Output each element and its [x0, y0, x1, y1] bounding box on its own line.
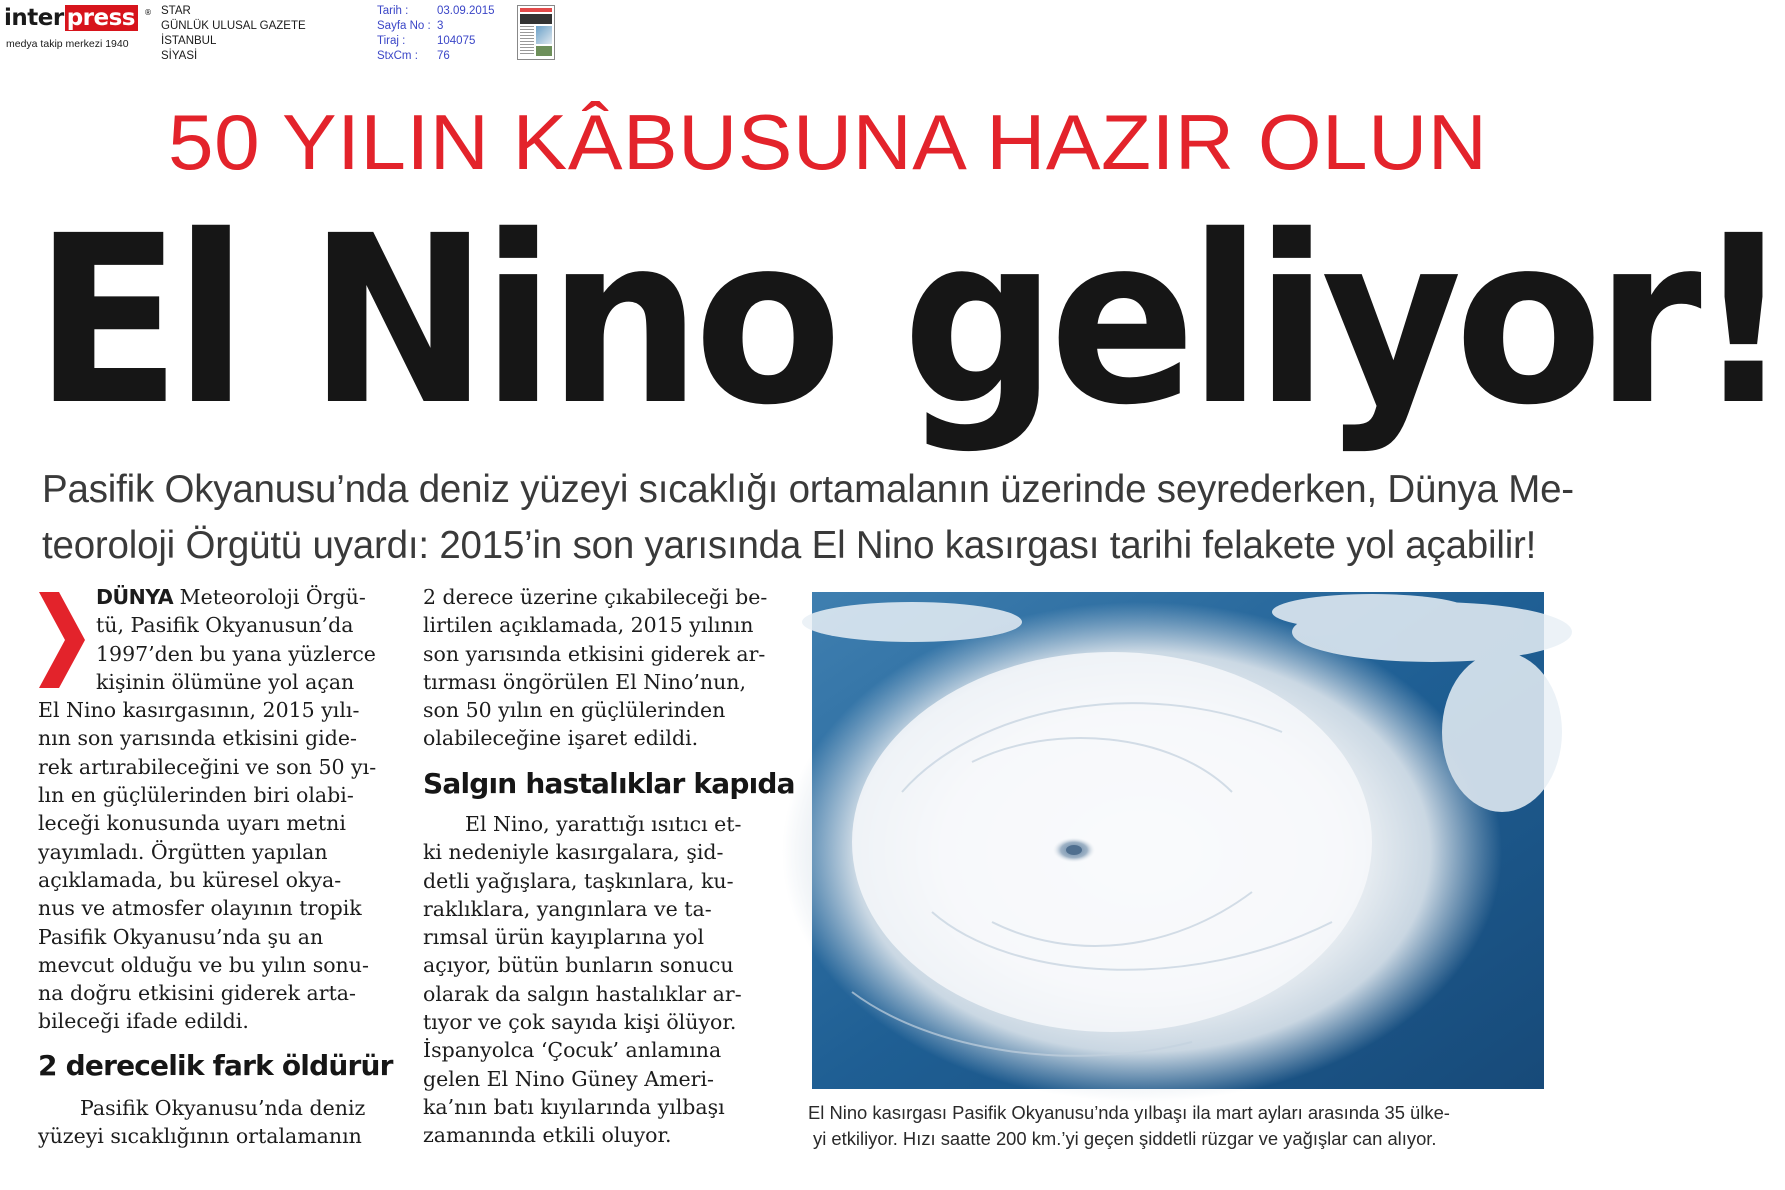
- body-line: El Nino kasırgasının, 2015 yılı-: [38, 698, 360, 723]
- hurricane-satellite-photo: [812, 592, 1544, 1089]
- body-text: Meteoroloji Örgü-: [173, 585, 366, 609]
- thumb-block: [536, 26, 552, 44]
- logo-wordmark: [4, 4, 138, 32]
- body-line: nus ve atmosfer olayının tropik: [38, 896, 362, 921]
- body-line: tıyor ve çok sayıda kişi ölüyor.: [423, 1010, 737, 1035]
- subheading-2-derece: 2 derecelik fark öldürür: [38, 1049, 393, 1082]
- body-line: zamanında etkili oluyor.: [423, 1123, 672, 1148]
- meta-row-page: [377, 19, 495, 34]
- meta-row-circulation: [377, 34, 495, 49]
- body-line: rek artırabileceğini ve son 50 yı-: [38, 754, 377, 779]
- meta-value: 104075: [437, 35, 476, 47]
- body-line: bileceği ifade edildi.: [38, 1009, 249, 1034]
- body-line: nın son yarısında etkisini gide-: [38, 726, 357, 751]
- caption-line: El Nino kasırgası Pasifik Okyanusu’nda yılbaşı ila mart ayları arasında 35 ülke-: [808, 1102, 1450, 1123]
- source-type: GÜNLÜK ULUSAL GAZETE: [161, 20, 306, 32]
- thumb-block: [520, 14, 552, 24]
- body-column-2: [423, 583, 768, 753]
- photo-caption: [808, 1100, 1548, 1152]
- body-line: na doğru etkisini giderek arta-: [38, 981, 356, 1006]
- body-line: mevcut olduğu ve bu yılın sonu-: [38, 952, 369, 977]
- kicker: 50 YILIN KÂBUSUNA HAZIR OLUN: [168, 98, 1488, 186]
- body-line: açıklamada, bu küresel okya-: [38, 867, 342, 892]
- body-line: leceği konusunda uyarı metni: [38, 811, 346, 836]
- hurricane-image-icon: [812, 592, 1544, 1089]
- meta-key: StxCm :: [377, 50, 418, 62]
- body-line: gelen El Nino Güney Ameri-: [423, 1066, 714, 1091]
- meta-key: Tiraj :: [377, 35, 406, 47]
- body-line: tü, Pasifik Okyanusun’da: [96, 613, 354, 638]
- registered-mark: ®: [144, 8, 152, 17]
- body-line: 1997’den bu yana yüzlerce: [96, 641, 376, 666]
- source-name: STAR: [161, 5, 191, 17]
- meta-value: 3: [437, 20, 444, 32]
- body-line: lirtilen açıklamada, 2015 yılının: [423, 613, 754, 638]
- subheading-salgin: Salgın hastalıklar kapıda: [423, 767, 795, 800]
- body-line: İspanyolca ‘Çocuk’ anlamına: [423, 1038, 722, 1063]
- body-line: Pasifik Okyanusu’nda deniz: [80, 1096, 366, 1120]
- meta-value: 03.09.2015: [437, 5, 495, 17]
- body-line: raklıklara, yangınlara ve ta-: [423, 896, 712, 921]
- source-city: İSTANBUL: [161, 35, 217, 47]
- clipping-meta: [377, 4, 495, 64]
- logo-press: press: [65, 5, 138, 31]
- body-line: Pasifik Okyanusu’nda şu an: [38, 924, 324, 949]
- body-line: olarak da salgın hastalıklar ar-: [423, 981, 742, 1006]
- body-line: ka’nın batı kıyılarında yılbaşı: [423, 1094, 725, 1119]
- dateline: DÜNYA: [96, 585, 174, 609]
- body-line: rımsal ürün kayıplarına yol: [423, 925, 704, 950]
- page-thumbnail[interactable]: [517, 5, 555, 60]
- deck: [42, 462, 1574, 574]
- logo-tagline: medya takip merkezi 1940: [6, 38, 129, 50]
- body-line: kişinin ölümüne yol açan: [96, 669, 355, 694]
- body-line: açıyor, bütün bunların sonucu: [423, 953, 734, 978]
- body-column-1: [38, 583, 378, 1036]
- thumb-block: [536, 46, 552, 56]
- body-line: ki nedeniyle kasırgalara, şid-: [423, 840, 724, 865]
- logo-inter: inter: [4, 5, 64, 31]
- meta-row-date: [377, 4, 495, 19]
- thumb-block: [520, 26, 534, 56]
- body-line: detli yağışlara, taşkınlara, ku-: [423, 868, 734, 893]
- body-column-1-tail: [38, 1094, 378, 1151]
- source-info: [161, 4, 306, 64]
- meta-key: Tarih :: [377, 5, 409, 17]
- caption-line: yi etkiliyor. Hızı saatte 200 km.’yi geçen şiddetli rüzgar ve yağışlar can alıyor.: [813, 1128, 1437, 1149]
- body-line: 2 derece üzerine çıkabileceği be-: [423, 585, 768, 609]
- body-line: tırması öngörülen El Nino’nun,: [423, 669, 746, 694]
- headline: El Nino geliyor!: [34, 186, 1785, 456]
- body-line: son yarısında etkisini giderek ar-: [423, 641, 766, 666]
- body-line: yüzeyi sıcaklığının ortalamanın: [38, 1124, 362, 1149]
- body-line: olabileceğine işaret edildi.: [423, 726, 699, 751]
- interpress-logo: [4, 4, 154, 54]
- body-line: yayımladı. Örgütten yapılan: [38, 839, 328, 864]
- source-category: SİYASİ: [161, 50, 198, 62]
- thumb-block: [520, 8, 552, 12]
- body-line: lın en güçlülerinden biri olabi-: [38, 783, 354, 808]
- deck-line: Pasifik Okyanusu’nda deniz yüzeyi sıcaklığı ortamalanın üzerinde seyrederken, Dünya Me-: [42, 468, 1574, 511]
- meta-row-stxcm: [377, 49, 495, 64]
- body-line: [38, 583, 378, 611]
- meta-key: Sayfa No :: [377, 20, 431, 32]
- meta-value: 76: [437, 50, 450, 62]
- body-line: son 50 yılın en güçlülerinden: [423, 698, 726, 723]
- deck-line: teoroloji Örgütü uyardı: 2015’in son yarısında El Nino kasırgası tarihi felakete yol açabilir!: [42, 524, 1537, 567]
- body-line: El Nino, yarattığı ısıtıcı et-: [465, 812, 742, 836]
- body-column-2-tail: [423, 810, 768, 1150]
